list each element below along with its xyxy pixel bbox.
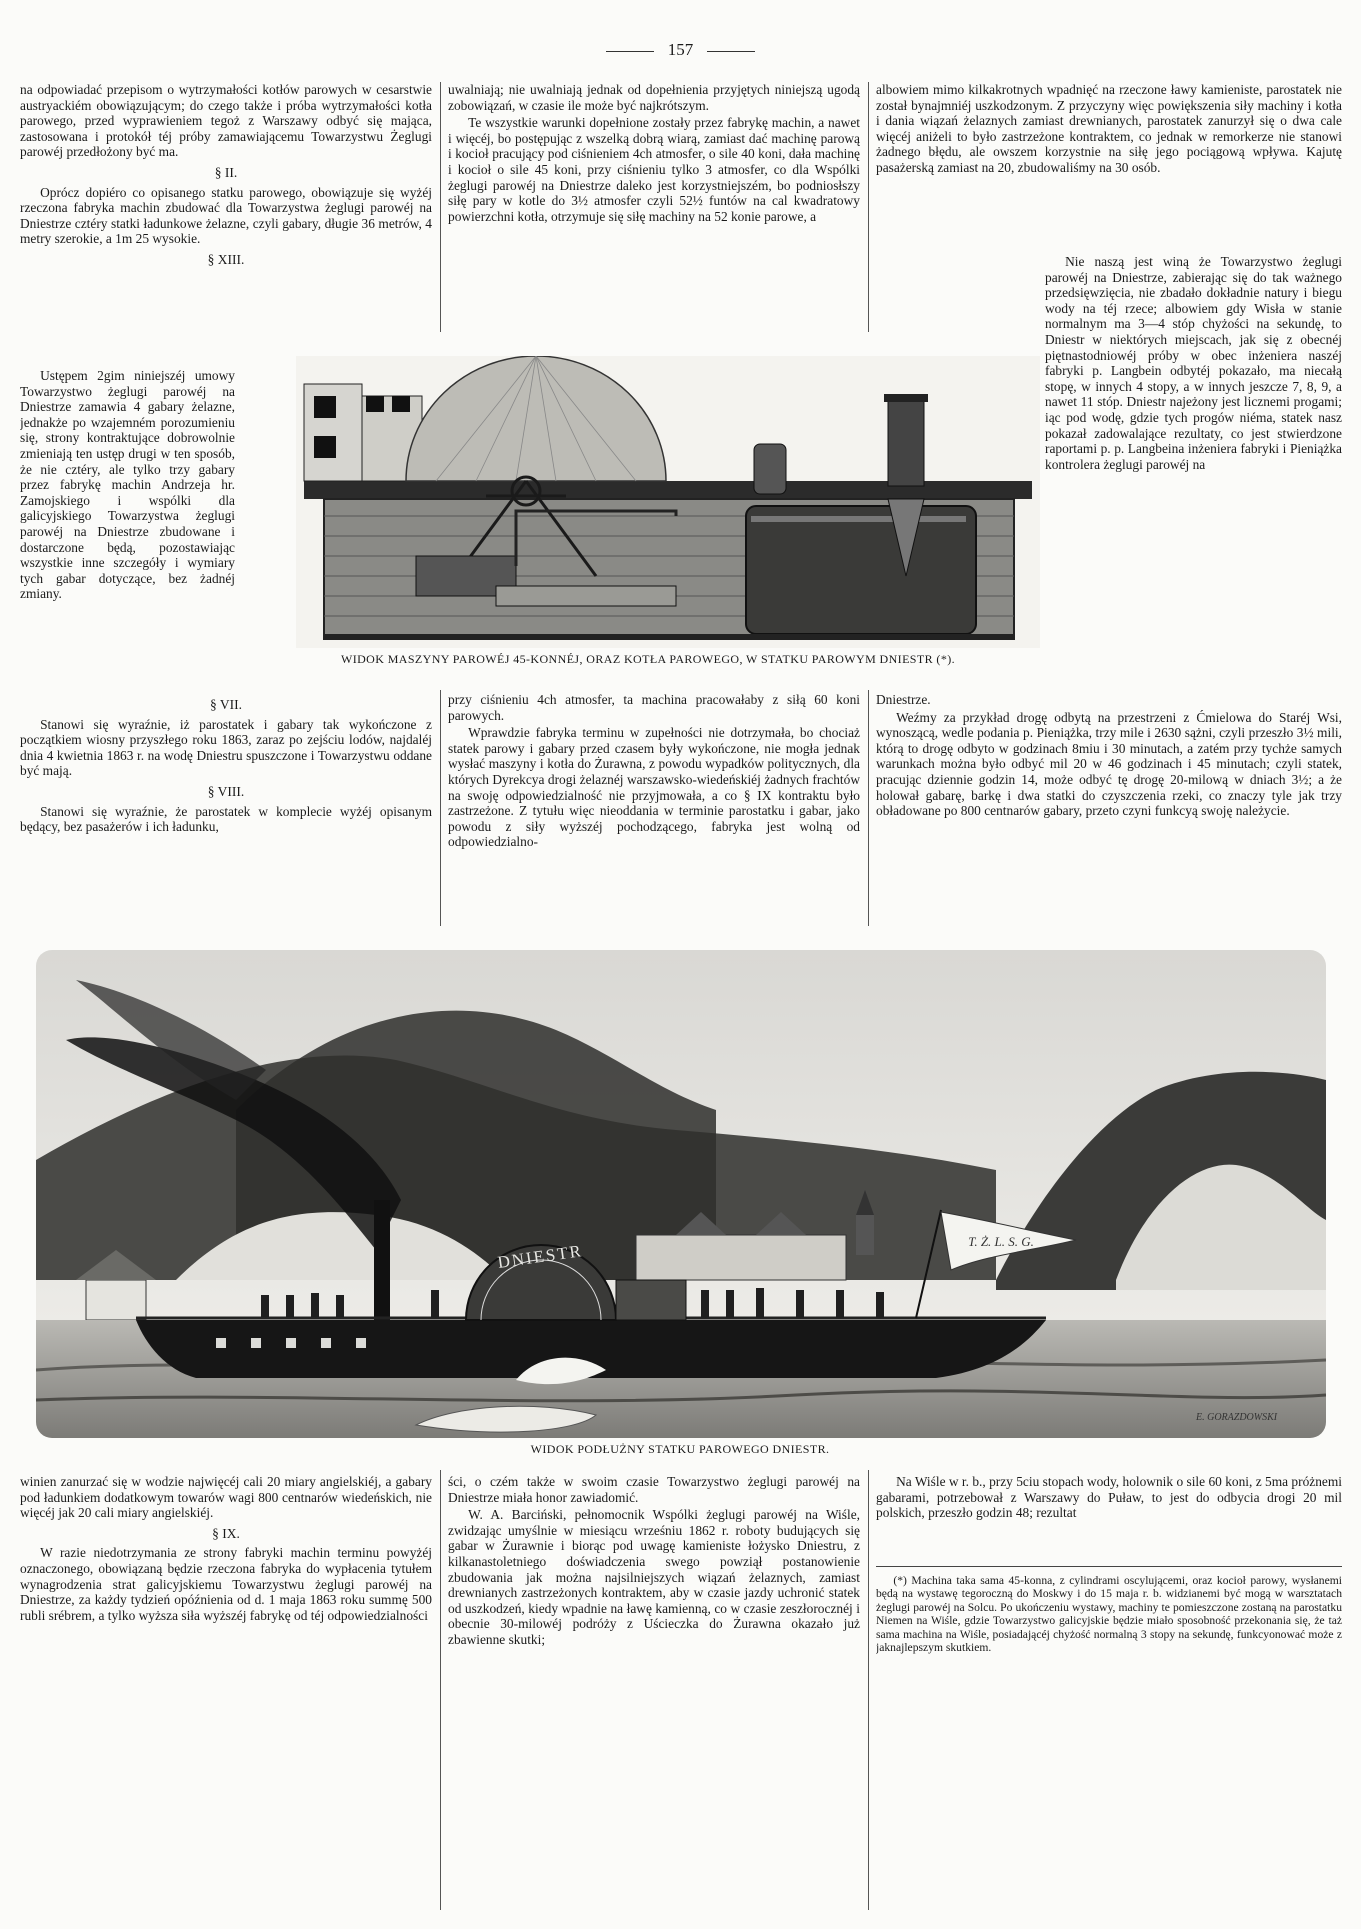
ship-name-label: DNIESTR bbox=[496, 1241, 585, 1272]
paragraph: albowiem mimo kilkakrotnych wpadnięć na rzeczone ławy kamieniste, parostatek nie został bynajmniéj uszkodzonym. Z przyczyny więc powiększenia siły machiny i kotła i dania wiązań żelaznych zamiast drewnianych, parostatek zanurzył się o dwa cale więcéj aniżeli to było zastrzeżone kontraktem, co jednak w remorkerze nie stanowi żadnego błędu, ale owszem korzystnie na siłę jego pociągową wpływa. Kajutę pasażerską zamiast na 20, zbudowaliśmy na 30 osób. bbox=[876, 82, 1342, 175]
column-rule bbox=[868, 690, 869, 926]
engine-illustration bbox=[296, 356, 1040, 648]
column-2-top bbox=[448, 82, 860, 332]
paragraph: Ustępem 2gim niniejszéj umowy Towarzystwo żeglugi parowéj na Dniestrze zamawia 4 gabary żelazne, jednakże po wzajemném porozumieniu się, strony kontraktujące dobrowolnie zmieniają ten ustęp drugi w ten sposób, że nie cztéry, ale tylko trzy gabary przez fabrykę machin Andrzeja hr. Zamojskiego i wspólki dla galicyjskiego Towarzystwa żeglugi parowéj na Dniestrze zbudowane i dostarczone będą, pozostawiając wszystkie inne szczegóły i wymiary tych gabar dotyczące, bez żadnéj zmiany. bbox=[20, 368, 235, 602]
paragraph: winien zanurzać się w wodzie najwięcéj cali 20 miary angielskiéj, a gabary pod ładunkiem dodatkowym towarów wagi 800 centnarów wiedeńskich, nie więcéj jak 20 cali miary angielskiéj. bbox=[20, 1474, 432, 1521]
steamship-illustration bbox=[36, 950, 1326, 1438]
paragraph: uwalniają; nie uwalniają jednak od dopełnienia przyjętych niniejszą ugodą zobowiązań, w czasie ile może być najkrótszym. bbox=[448, 82, 860, 113]
paragraph: przy ciśnieniu 4ch atmosfer, ta machina pracowałaby z siłą 60 koni parowych. bbox=[448, 692, 860, 723]
paragraph: W razie niedotrzymania ze strony fabryki machin terminu powyżéj oznaczonego, obowiązaną będzie rzeczona fabryka do wypłacenia tytułem wynagrodzenia strat galicyjskiemu Towarzystwu żeglugi parowéj na Dniestrze, za każdy tydzień opóźnienia od d. 1 maja 1863 roku summę 500 rubli srébrem, a tylko wyższa siła wyższéj fabrykę od téj odpowiedzialności bbox=[20, 1545, 432, 1623]
column-rule bbox=[440, 82, 441, 332]
figure-caption: WIDOK PODŁUŻNY STATKU PAROWEGO DNIESTR. bbox=[530, 1442, 830, 1456]
section-heading: § VIII. bbox=[207, 783, 245, 799]
paragraph: Nie naszą jest winą że Towarzystwo żeglugi parowéj na Dniestrze, zabierając się do tak ważnego przedsięwzięcia, nie zbadało dokładnie natury i biegu wody na téj rzece; albowiem gdy Wisła w stanie normalnym ma 3—4 stóp chyżości na sekundę, to Dniestr w niektórych miejscach, jak się z obecnéj piętnastodniowéj próby w obec inżeniera naszéj fabryki p. Langbein odbytéj pokazało, ma niecałą stopę, w innych 4 stopy, a w innych jeszcze 7, 8, 9, a nawet 11 stóp. Dniestr najeżony jest licznemi progami; iąc pod wodę, gdzie tych progów niéma, statek nasz pokazał zadowalające rezultaty, co jest stwierdzone raportami p. p. Langbeina inżeniera fabryki i Pieniążka kontrolera żeglugi parowéj na bbox=[1045, 254, 1342, 472]
paragraph: Na Wiśle w r. b., przy 5ciu stopach wody, holownik o sile 60 koni, z 5ma próżnemi gabarami, potrzebował z Warszawy do Puław, to jest do odbycia drogi 20 mil polskich, przeszło godzin 48; rezultat bbox=[876, 1474, 1342, 1521]
paragraph: Stanowi się wyraźnie, iż parostatek i gabary tak wykończone z początkiem wiosny przyszłego roku 1863, zaraz po zejściu lodów, najdaléj dnia 4 kwietnia 1863 r. na wodę Dniestru spuszczone i Towarzystwu oddane być mają. bbox=[20, 716, 432, 779]
column-3-mid bbox=[876, 692, 1342, 926]
paragraph: Stanowi się wyraźnie, że parostatek w komplecie wyżéj opisanym będący, bez pasażerów i ich ładunku, bbox=[20, 803, 432, 835]
engraver-signature: E. GORAZDOWSKI bbox=[1196, 1412, 1278, 1423]
column-3-bottom bbox=[876, 1474, 1342, 1554]
paragraph: Te wszystkie warunki dopełnione zostały przez fabrykę machin, a nawet i więcéj, bo postępując z wszelką dobrą wiarą, zamiast dać machinę parową i kocioł pracujący pod ciśnieniem 4ch atmosfer, o sile 40 koni, dała machinę i kocioł o sile 45 koni, przy ciśnieniu tylko 3 atmosfer, co dla Wspólki żeglugi parowéj na Dniestrze daleko jest korzystniejszém, bo podniosłszy siłę pary w kotle do 3½ atmosfer czyli 52½ funtów na cal kwadratowy powierzchni kotła, otrzymuje się siłę machiny na 52 konie parowe, a bbox=[448, 115, 860, 224]
section-heading: § IX. bbox=[212, 1525, 240, 1541]
column-1-top bbox=[20, 82, 432, 330]
flag-lettering: T. Ż. L. S. G. bbox=[968, 1234, 1034, 1249]
column-rule bbox=[440, 690, 441, 926]
column-2-bottom bbox=[448, 1474, 860, 1914]
paragraph: Dniestrze. bbox=[876, 692, 931, 707]
paragraph: Weźmy za przykład drogę odbytą na przestrzeni z Ćmielowa do Staréj Wsi, wynoszącą, wedle podania p. Pieniążka, trzy mile i 2630 sążni, czyli przeszło 3½ mili, którą to drogę odbyto w godzinach 8miu i 30 minutach, a zatém przy tychże samych warunkach można było odbyć mil 20 w 46 godzinach i 45 minutach; czyli statek, pracując dziennie godzin 14, może odbyć tę drogę 20-milową w dniach 3½; a że holował gabarę, barkę i dwa statki do czyszczenia rzeki, co znaczy tyle jak trzy obładowane po 800 centnarów gabary, przeto czyni funkcyą swoję należycie. bbox=[876, 709, 1342, 819]
paragraph: Oprócz dopiéro co opisanego statku parowego, obowiązuje się wyżéj rzeczona fabryka machin zbudować dla Towarzystwa żeglugi parowéj na Dniestrze cztéry statki ładunkowe żelazne, czyli gabary, długie 36 metrów, 4 metry szerokie, a 1m 25 wysokie. bbox=[20, 184, 432, 247]
column-3-narrow bbox=[1045, 254, 1342, 694]
paragraph: ści, o czém także w swoim czasie Towarzystwo żeglugi parowéj na Dniestrze miała honor zawiadomić. bbox=[448, 1474, 860, 1505]
section-heading: § XIII. bbox=[207, 251, 245, 267]
footnote bbox=[876, 1574, 1342, 1914]
figure-caption: WIDOK MASZYNY PAROWÉJ 45-KONNÉJ, ORAZ KOTŁA PAROWEGO, W STATKU PAROWYM DNIESTR (*). bbox=[340, 652, 956, 666]
column-1-narrow bbox=[20, 368, 235, 692]
paragraph: Wprawdzie fabryka terminu w zupełności nie dotrzymała, bo chociaż statek parowy i gabary przed czasem były wykończone, nie mogła jednak wysłać maszyny i kotła do Żurawna, z powodu wypadków politycznych, dla których Dyrekcya drogi żelaznéj warszawsko-wiedeńskiéj żadnych frachtów na swoję odpowiedzialność nie przyjmowała, a co § IX kontraktu było zastrzeżone. Z tytułu więc nieoddania w terminie parostatku i gabar, jako powodu z siły wyższéj pochodzącego, fabryka jest wolną od odpowiedzialno- bbox=[448, 725, 860, 850]
footnote-text: (*) Machina taka sama 45-konna, z cylindrami oscylującemi, oraz kocioł parowy, wysłanemi będą na wystawę tegoroczną do Moskwy i do 15 maja r. b. widzianemi być mogą w warsztatach żeglugi parowéj na Solcu. Po ukończeniu wystawy, machiny te pomieszczone zostaną na parostatku Niemen na Wiśle, gdzie Towarzystwo galicyjskie będzie miało sposobność przekonania się, że taż sama machina na Wiśle, posiadającéj chyżość normalną 3 stopy na sekundę, funkcyonować może z jaknajlepszym skutkiem. bbox=[876, 1574, 1342, 1655]
column-2-mid bbox=[448, 692, 860, 926]
paragraph: W. A. Barciński, pełnomocnik Wspólki żeglugi parowéj na Wiśle, zwidzając umyślnie w miesiącu wrześniu 1862 r. roboty budujących się gabar w Żurawnie i biorąc pod uwagę kamieniste łożysko Dniestru, z kilkanastoletniego doświadczenia swego powziął postanowienie zbudowania jak można najsilniejszych wiązań żelaznych, zamiast drewnianych zastrzeżonych kontraktem, aby w czasie jazdy uchronić statek od uszkodzeń, kiedy wpadnie na ławę kamienną, co w czasie zeszłorocznéj i obecnie 30-milowéj podróży z Uścieczka do Żurawna okazało już zbawienne skutki; bbox=[448, 1507, 860, 1647]
section-heading: § II. bbox=[214, 164, 238, 180]
paragraph: na odpowiadać przepisom o wytrzymałości kotłów parowych w cesarstwie austryackiém obowiązującym; do czego także i próba wytrzymałości kotła parowego, przed wyprawieniem tegoż z Warszawy odbyć się mająca, zastosowana i protokół téj próby zamawiającemu Towarzystwu Żeglugi parowéj przedłożony być ma. bbox=[20, 82, 432, 160]
column-1-bottom bbox=[20, 1474, 432, 1914]
column-rule bbox=[868, 1470, 869, 1910]
footnote-rule bbox=[876, 1566, 1342, 1567]
page-number: 157 bbox=[0, 40, 1361, 60]
column-rule bbox=[440, 1470, 441, 1910]
column-rule bbox=[868, 82, 869, 332]
section-heading: § VII. bbox=[210, 697, 242, 712]
column-1-mid bbox=[20, 692, 432, 914]
